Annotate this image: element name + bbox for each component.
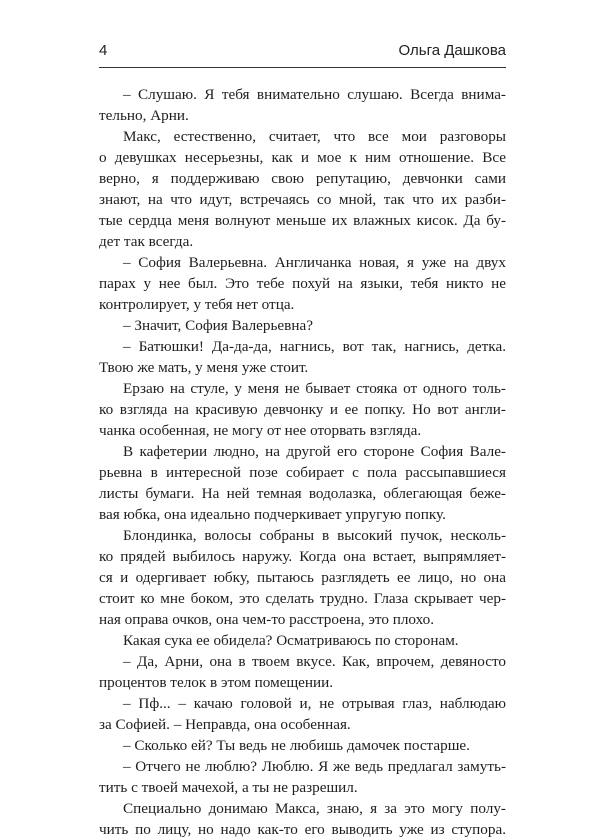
- text-line: о девушках несерьезны, как и мое к ним отношение. Все: [99, 149, 506, 166]
- text-line: Блондинка, волосы собраны в высокий пучок, несколь-: [123, 527, 506, 544]
- text-line: контролирует, у тебя нет отца.: [99, 296, 295, 313]
- text-line: – София Валерьевна. Англичанка новая, я уже на двух: [123, 254, 506, 271]
- text-line: процентов телок в этом помещении.: [99, 674, 334, 691]
- text-line: – Пф... – качаю головой и, не отрывая глаз, наблюдаю: [123, 695, 506, 712]
- text-line: верно, я поддерживаю свою репутацию, девчонки сами: [99, 170, 506, 187]
- text-line: Специально донимаю Макса, знаю, я за это могу полу-: [123, 800, 506, 817]
- text-line: дет так всегда.: [99, 233, 194, 250]
- text-line: листы бумаги. На ней темная водолазка, облегающая беже-: [99, 485, 506, 502]
- text-line: за Софией. – Неправда, она особенная.: [99, 716, 351, 733]
- text-line: Твою же мать, у меня уже стоит.: [99, 359, 309, 376]
- text-line: ся и одергивает юбку, пытаюсь разглядеть ее лицо, но она: [99, 569, 506, 586]
- running-header: [99, 42, 506, 64]
- text-line: парах у нее был. Это тебе похуй на языки, тебя никто не: [99, 275, 506, 292]
- body-text: [99, 84, 506, 840]
- text-line: рьевна в интересной позе собирает с пола рассыпавшиеся: [99, 464, 506, 481]
- text-line: ко прядей выбилось наружу. Когда она встает, выпрямляет-: [99, 548, 506, 565]
- text-line: тые сердца меня волнуют меньше их влажных кисок. Да бу-: [99, 212, 506, 229]
- text-line: Ерзаю на стуле, у меня не бывает стояка от одного толь-: [123, 380, 506, 397]
- text-line: чить по лицу, но надо как-то его выводить уже из ступора.: [99, 821, 506, 838]
- text-line: – Значит, София Валерьевна?: [123, 317, 313, 334]
- text-line: чанка особенная, не могу от нее оторвать взгляда.: [99, 422, 422, 439]
- text-line: вая юбка, она идеально подчеркивает упругую попку.: [99, 506, 446, 523]
- text-line: – Слушаю. Я тебя внимательно слушаю. Всегда внима-: [123, 86, 506, 103]
- header-rule: [99, 67, 506, 68]
- text-line: – Да, Арни, она в твоем вкусе. Как, впрочем, девяносто: [123, 653, 506, 670]
- running-head-author: Ольга Дашкова: [398, 42, 506, 59]
- text-line: В кафетерии людно, на другой его стороне София Вале-: [123, 443, 506, 460]
- text-line: Какая сука ее обидела? Осматриваюсь по сторонам.: [123, 632, 459, 649]
- text-line: тельно, Арни.: [99, 107, 189, 124]
- text-line: – Сколько ей? Ты ведь не любишь дамочек постарше.: [123, 737, 470, 754]
- text-line: – Батюшки! Да-да-да, нагнись, вот так, нагнись, детка.: [123, 338, 506, 355]
- text-line: знают, на что идут, встречаясь со мной, так что их разби-: [99, 191, 506, 208]
- text-line: ко взгляда на красивую девчонку и ее попку. Но вот англи-: [99, 401, 506, 418]
- text-line: стоит ко мне боком, это сделать трудно. Глаза скрывает чер-: [99, 590, 506, 607]
- text-line: Макс, естественно, считает, что все мои разговоры: [123, 128, 506, 145]
- text-line: – Отчего не люблю? Люблю. Я же ведь предлагал замуть-: [123, 758, 506, 775]
- text-line: тить с твоей мачехой, а ты не разрешил.: [99, 779, 358, 796]
- page-number: 4: [99, 42, 108, 59]
- text-line: ная оправа очков, она чем-то расстроена, это плохо.: [99, 611, 435, 628]
